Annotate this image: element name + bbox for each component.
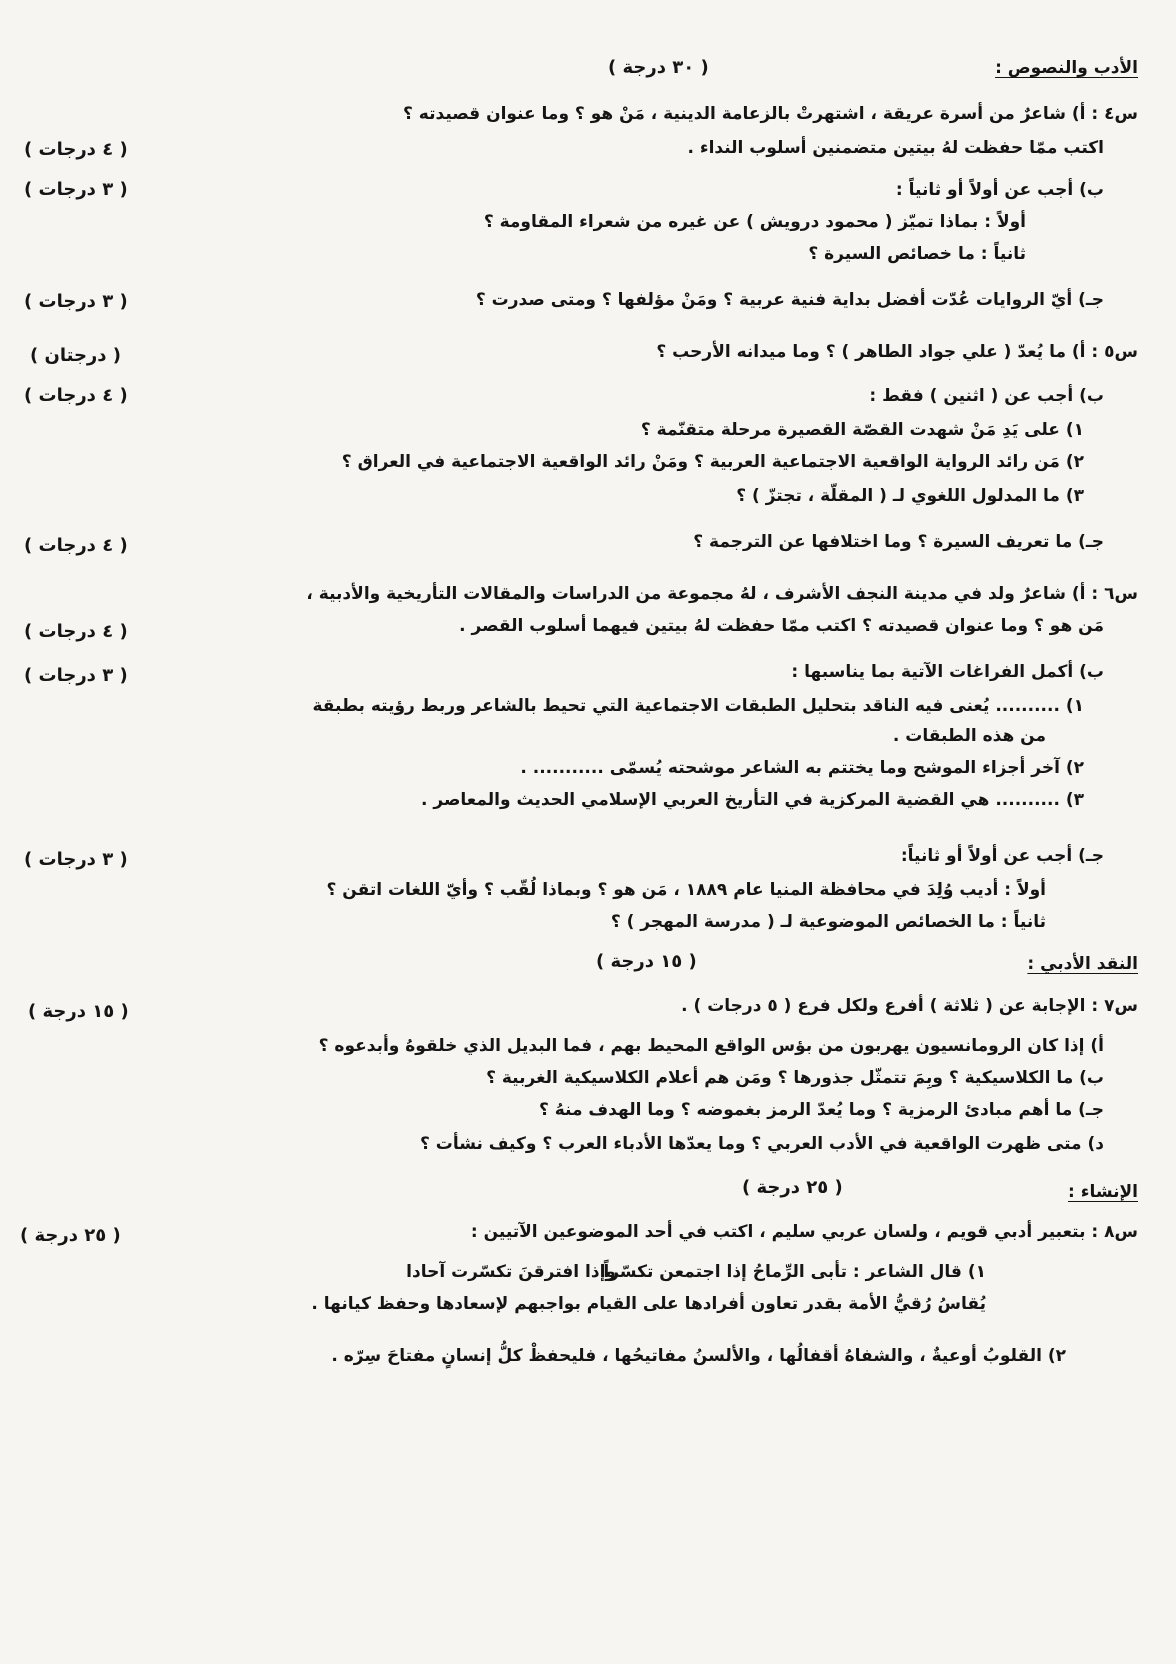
q5-b-item3: ٣) ما المدلول اللغوي لـ ( المقلّة ، تجتزّ ) ؟: [736, 486, 1084, 506]
section-title-literature: الأدب والنصوص :: [995, 58, 1138, 78]
q6-a-marks: ( ٤ درجات ): [24, 621, 128, 642]
q6-b-item1-line1: ١) .......... يُعنى فيه الناقد بتحليل الطبقات الاجتماعية التي تحيط بالشاعر وربط رؤيته بطبقة: [312, 696, 1084, 716]
q8-topic1-verse-first-half: ١) قال الشاعر : تأبى الرِّماحُ إذا اجتمعن تكسّراً: [603, 1262, 986, 1282]
q8-marks: ( ٢٥ درجة ): [20, 1225, 121, 1246]
q4-c: جـ) أيّ الروايات عُدّت أفضل بداية فنية عربية ؟ ومَنْ مؤلفها ؟ ومتى صدرت ؟: [475, 290, 1104, 310]
q6-c-intro: جـ) أجب عن أولاً أو ثانياً:: [900, 846, 1104, 866]
q6-c-option1: أولاً : أديب وُلِدَ في محافظة المنيا عام ١٨٨٩ ، مَن هو ؟ وبماذا لُقّب ؟ وأيّ اللغات اتقن ؟: [326, 880, 1046, 900]
q6-b-item2: ٢) آخر أجزاء الموشح وما يختتم به الشاعر موشحته يُسمّى ........... .: [520, 758, 1084, 778]
q4-c-marks: ( ٣ درجات ): [24, 291, 128, 312]
q6-b-item1-line2: من هذه الطبقات .: [892, 726, 1046, 746]
q8-topic1-statement: يُقاسُ رُقيُّ الأمة بقدر تعاون أفرادها على القيام بواجبهم لإسعادها وحفظ كيانها .: [311, 1294, 986, 1314]
section-marks-criticism: ( ١٥ درجة ): [596, 951, 697, 972]
section-marks-composition: ( ٢٥ درجة ): [742, 1177, 843, 1198]
q6-a-line1: س٦ : أ) شاعرٌ ولد في مدينة النجف الأشرف ، لهُ مجموعة من الدراسات والمقالات التأريخية والأدبية ،: [306, 584, 1138, 604]
q5-c-marks: ( ٤ درجات ): [24, 535, 128, 556]
q6-a-line2: مَن هو ؟ وما عنوان قصيدته ؟ اكتب ممّا حفظت لهُ بيتين فيهما أسلوب القصر .: [459, 616, 1104, 636]
q6-b-item3: ٣) .......... هي القضية المركزية في التأريخ العربي الإسلامي الحديث والمعاصر .: [421, 790, 1084, 810]
q8-intro: س٨ : بتعبير أدبي قويم ، ولسان عربي سليم ، اكتب في أحد الموضوعين الآتيين :: [470, 1222, 1138, 1242]
q4-b-intro: ب) أجب عن أولاً أو ثانياً :: [895, 180, 1104, 200]
q8-topic2: ٢) القلوبُ أوعيةٌ ، والشفاهُ أقفالُها ، والألسنُ مفاتيحُها ، فليحفظْ كلُّ إنسانٍ مفتاحَ سِرّه .: [331, 1346, 1066, 1366]
q5-b-marks: ( ٤ درجات ): [24, 385, 128, 406]
q8-topic1-verse-second-half: وإذا افترقنَ تكسّرت آحادا: [406, 1262, 616, 1282]
q6-b-marks: ( ٣ درجات ): [24, 665, 128, 686]
q7-d: د) متى ظهرت الواقعية في الأدب العربي ؟ وما يعدّها الأدباء العرب ؟ وكيف نشأت ؟: [419, 1134, 1104, 1154]
q5-a: س٥ : أ) ما يُعدّ ( علي جواد الطاهر ) ؟ وما ميدانه الأرحب ؟: [656, 342, 1138, 362]
section-title-composition: الإنشاء :: [1068, 1182, 1138, 1202]
section-marks-literature: ( ٣٠ درجة ): [608, 57, 709, 78]
section-title-criticism: النقد الأدبي :: [1027, 954, 1138, 974]
q4-a-marks: ( ٤ درجات ): [24, 139, 128, 160]
q6-b-intro: ب) أكمل الفراغات الآتية بما يناسبها :: [791, 662, 1104, 682]
q6-c-marks: ( ٣ درجات ): [24, 849, 128, 870]
q7-marks: ( ١٥ درجة ): [28, 1001, 129, 1022]
q5-c: جـ) ما تعريف السيرة ؟ وما اختلافها عن الترجمة ؟: [693, 532, 1104, 552]
q5-b-item2: ٢) مَن رائد الرواية الواقعية الاجتماعية العربية ؟ ومَنْ رائد الواقعية الاجتماعية في العراق ؟: [341, 452, 1084, 472]
q4-b-marks: ( ٣ درجات ): [24, 179, 128, 200]
q7-c: جـ) ما أهم مبادئ الرمزية ؟ وما يُعدّ الرمز بغموضه ؟ وما الهدف منهُ ؟: [538, 1100, 1104, 1120]
q4-b-option1: أولاً : بماذا تميّز ( محمود درويش ) عن غيره من شعراء المقاومة ؟: [483, 212, 1026, 232]
q4-a-line1: س٤ : أ) شاعرٌ من أسرة عريقة ، اشتهرتْ بالزعامة الدينية ، مَنْ هو ؟ وما عنوان قصيدته ؟: [403, 104, 1138, 124]
q4-b-option2: ثانياً : ما خصائص السيرة ؟: [808, 244, 1026, 264]
q4-a-line2: اكتب ممّا حفظت لهُ بيتين متضمنين أسلوب النداء .: [687, 138, 1104, 158]
q5-b-intro: ب) أجب عن ( اثنين ) فقط :: [869, 386, 1104, 406]
q5-a-marks: ( درجتان ): [30, 345, 122, 366]
q6-c-option2: ثانياً : ما الخصائص الموضوعية لـ ( مدرسة المهجر ) ؟: [610, 912, 1046, 932]
q7-a: أ) إذا كان الرومانسيون يهربون من بؤس الواقع المحيط بهم ، فما البديل الذي خلقوهُ وأبدعوه ؟: [318, 1036, 1104, 1056]
q5-b-item1: ١) على يَدِ مَنْ شهدت القصّة القصيرة مرحلة متقنّمة ؟: [640, 420, 1084, 440]
q7-b: ب) ما الكلاسيكية ؟ وبِمَ تتمثّل جذورها ؟ ومَن هم أعلام الكلاسيكية الغربية ؟: [486, 1068, 1104, 1088]
q7-intro: س٧ : الإجابة عن ( ثلاثة ) أفرع ولكل فرع ( ٥ درجات ) .: [681, 996, 1138, 1016]
